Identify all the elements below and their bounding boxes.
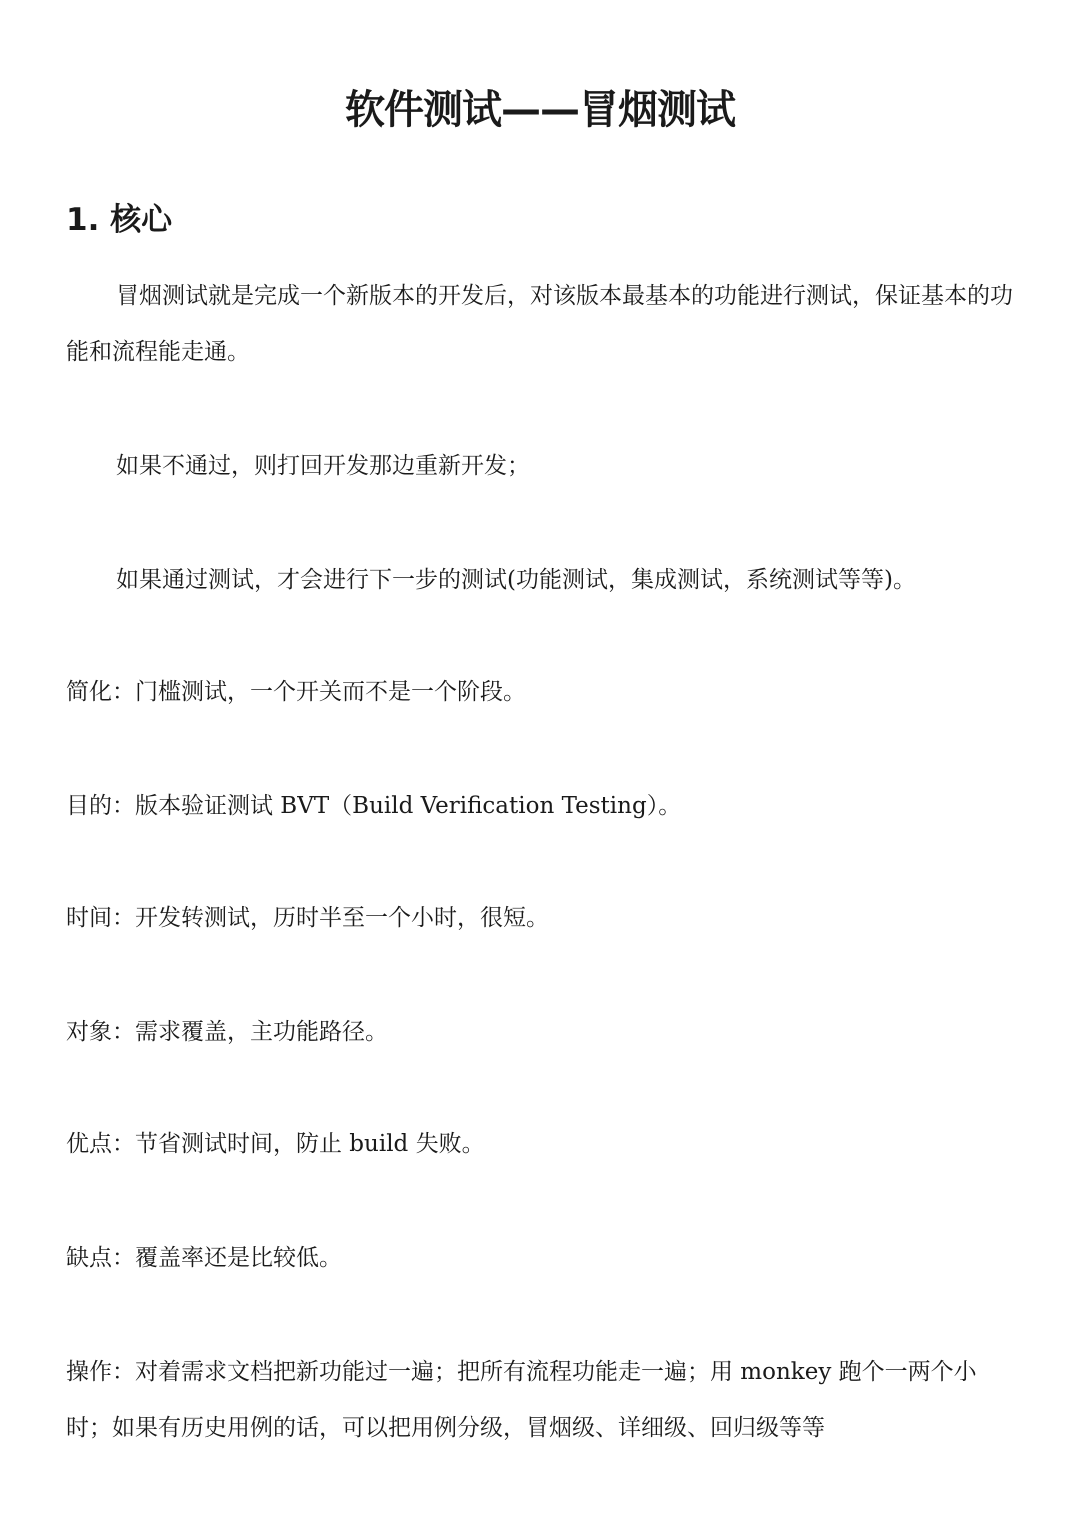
item-time: 时间：开发转测试，历时半至一个小时，很短。 xyxy=(66,905,549,931)
paragraph-definition: 冒烟测试就是完成一个新版本的开发后，对该版本最基本的功能进行测试，保证基本的功能和流程能走通。 xyxy=(66,283,1013,365)
document-title: 软件测试——冒烟测试 xyxy=(345,87,735,133)
item-operation: 操作：对着需求文档把新功能过一遍；把所有流程功能走一遍；用 monkey 跑个一两个小时；如果有历史用例的话，可以把用例分级，冒烟级、详细级、回归级等等 xyxy=(66,1359,977,1441)
item-object: 对象：需求覆盖，主功能路径。 xyxy=(66,1019,388,1045)
section-heading: 1. 核心 xyxy=(66,202,173,238)
paragraph-pass-case: 如果通过测试，才会进行下一步的测试(功能测试，集成测试，系统测试等等)。 xyxy=(116,567,916,593)
item-purpose: 目的：版本验证测试 BVT（Build Verification Testing）。 xyxy=(66,793,682,819)
item-disadvantage: 缺点：覆盖率还是比较低。 xyxy=(66,1245,342,1271)
paragraph-fail-case: 如果不通过，则打回开发那边重新开发； xyxy=(116,453,530,479)
item-simplify: 简化：门槛测试，一个开关而不是一个阶段。 xyxy=(66,679,526,705)
item-advantage: 优点：节省测试时间，防止 build 失败。 xyxy=(66,1131,485,1157)
